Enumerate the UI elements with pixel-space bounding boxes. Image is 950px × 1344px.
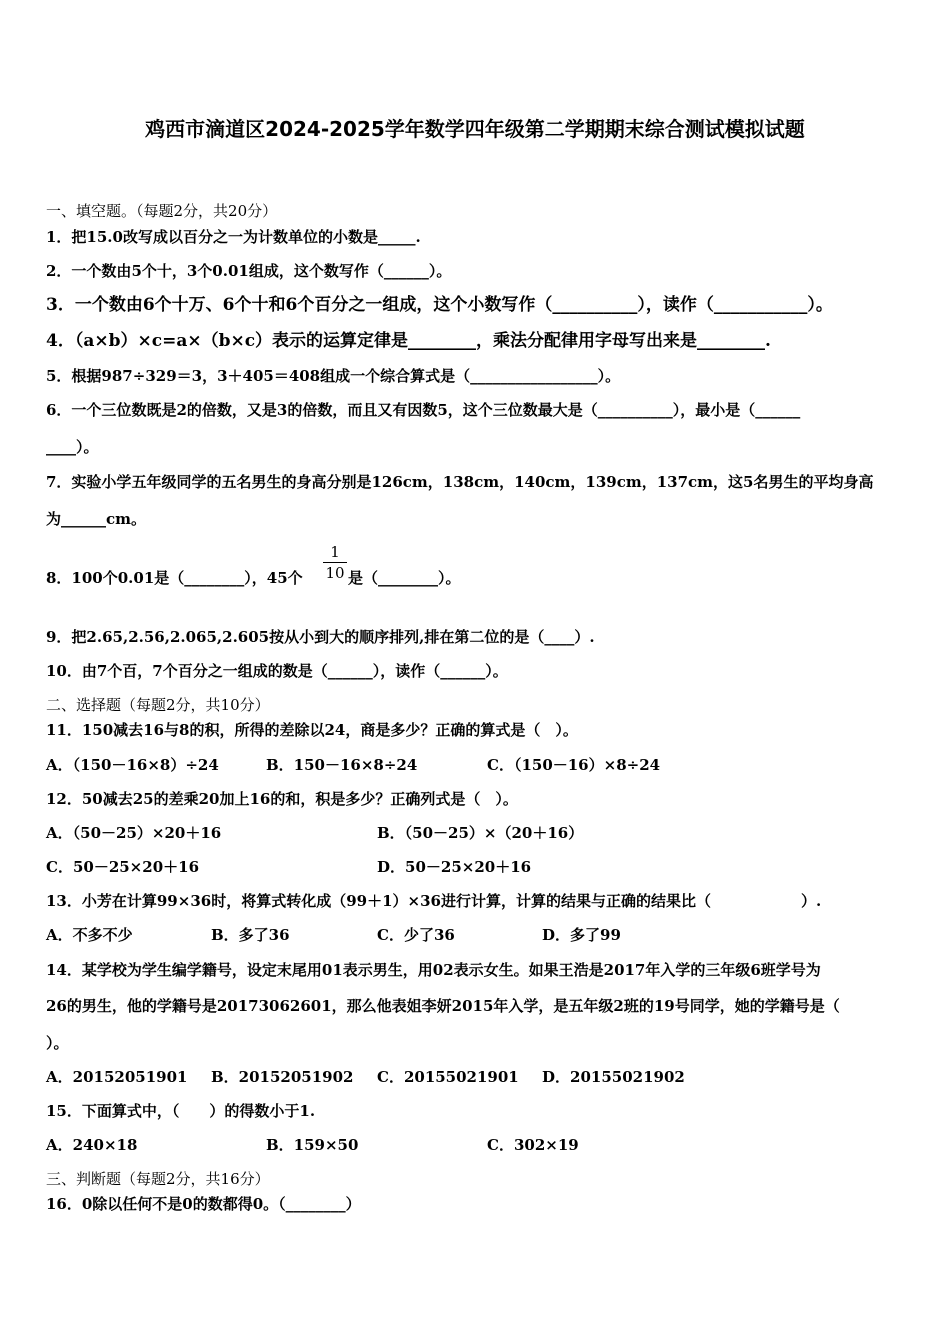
question-11-option-b: B．150－16×8÷24 [266,756,418,774]
question-14-option-a: A．20152051901 [46,1068,188,1086]
question-15-option-c: C．302×19 [487,1136,579,1154]
question-12-option-d: D．50－25×20＋16 [377,858,532,876]
question-7: 7．实验小学五年级同学的五名男生的身高分别是126cm，138cm，140cm，139cm，137cm，这5名男生的平均身高 [46,473,874,491]
question-12-option-a: A．（50－25）×20＋16 [46,824,222,842]
question-13-option-c: C．少了36 [377,926,455,944]
fraction-one-tenth [323,543,347,582]
section-heading-true-false: 三、判断题（每题2分，共16分） [46,1170,270,1188]
fraction-numerator: 1 [323,543,347,563]
question-12-option-c: C．50－25×20＋16 [46,858,200,876]
question-14: 14．某学校为学生编学籍号，设定末尾用01表示男生，用02表示女生。如果王浩是2017年入学的三年级6班学号为 [46,961,821,979]
question-11: 11．150减去16与8的积，所得的差除以24，商是多少？正确的算式是（ ）。 [46,721,578,739]
question-4: 4．（a×b）×c=a×（b×c）表示的运算定律是________，乘法分配律用字母写出来是________. [46,331,771,351]
question-3: 3．一个数由6个十万、6个十和6个百分之一组成，这个小数写作（__________），读作（___________）。 [46,295,833,315]
section-heading-fill-blank: 一、填空题。（每题2分，共20分） [46,202,278,220]
fraction-denominator: 10 [325,564,345,582]
question-13-option-a: A．不多不少 [46,926,133,944]
question-7-continued: 为______cm。 [46,510,147,528]
question-13-option-d: D．多了99 [542,926,621,944]
question-15-option-a: A．240×18 [46,1136,138,1154]
page-title: 鸡西市滴道区2024-2025学年数学四年级第二学期期末综合测试模拟试题 [145,117,805,141]
question-13: 13．小芳在计算99×36时，将算式转化成（99＋1）×36进行计算，计算的结果与正确的结果比（ ）. [46,892,822,910]
question-14-option-b: B．20152051902 [211,1068,354,1086]
question-14-end: ）。 [46,1034,69,1052]
question-15: 15．下面算式中，（ ）的得数小于1. [46,1102,316,1120]
question-1: 1．把15.0改写成以百分之一为计数单位的小数是_____. [46,228,421,246]
question-14-option-c: C．20155021901 [377,1068,519,1086]
question-10: 10．由7个百，7个百分之一组成的数是（______），读作（______）。 [46,662,508,680]
question-12-option-b: B．（50－25）×（20＋16） [377,824,584,842]
question-13-option-b: B．多了36 [211,926,290,944]
question-14-continued: 26的男生，他的学籍号是20173062601，那么他表姐李妍2015年入学，是五年级2班的19号同学，她的学籍号是（ [46,997,840,1015]
question-16: 16．0除以任何不是0的数都得0。（________） [46,1195,361,1213]
question-9: 9．把2.65,2.56,2.065,2.605按从小到大的顺序排列,排在第二位的是（____）. [46,628,595,646]
question-8: 8．100个0.01是（________），45个 [46,569,303,587]
question-8-continued: 是（________）。 [348,569,461,587]
question-11-option-c: C．（150－16）×8÷24 [487,756,661,774]
question-14-option-d: D．20155021902 [542,1068,685,1086]
question-11-option-a: A．（150－16×8）÷24 [46,756,219,774]
question-2: 2．一个数由5个十，3个0.01组成，这个数写作（______）。 [46,262,452,280]
question-6: 6．一个三位数既是2的倍数，又是3的倍数，而且又有因数5，这个三位数最大是（__________），最小是（______ [46,401,801,419]
section-heading-multiple-choice: 二、选择题（每题2分，共10分） [46,696,270,714]
question-12: 12．50减去25的差乘20加上16的和，积是多少？正确列式是（ ）。 [46,790,518,808]
question-6-continued: ____）。 [46,438,99,456]
question-5: 5．根据987÷329＝3，3＋405＝408组成一个综合算式是（_________________）。 [46,367,621,385]
question-15-option-b: B．159×50 [266,1136,359,1154]
